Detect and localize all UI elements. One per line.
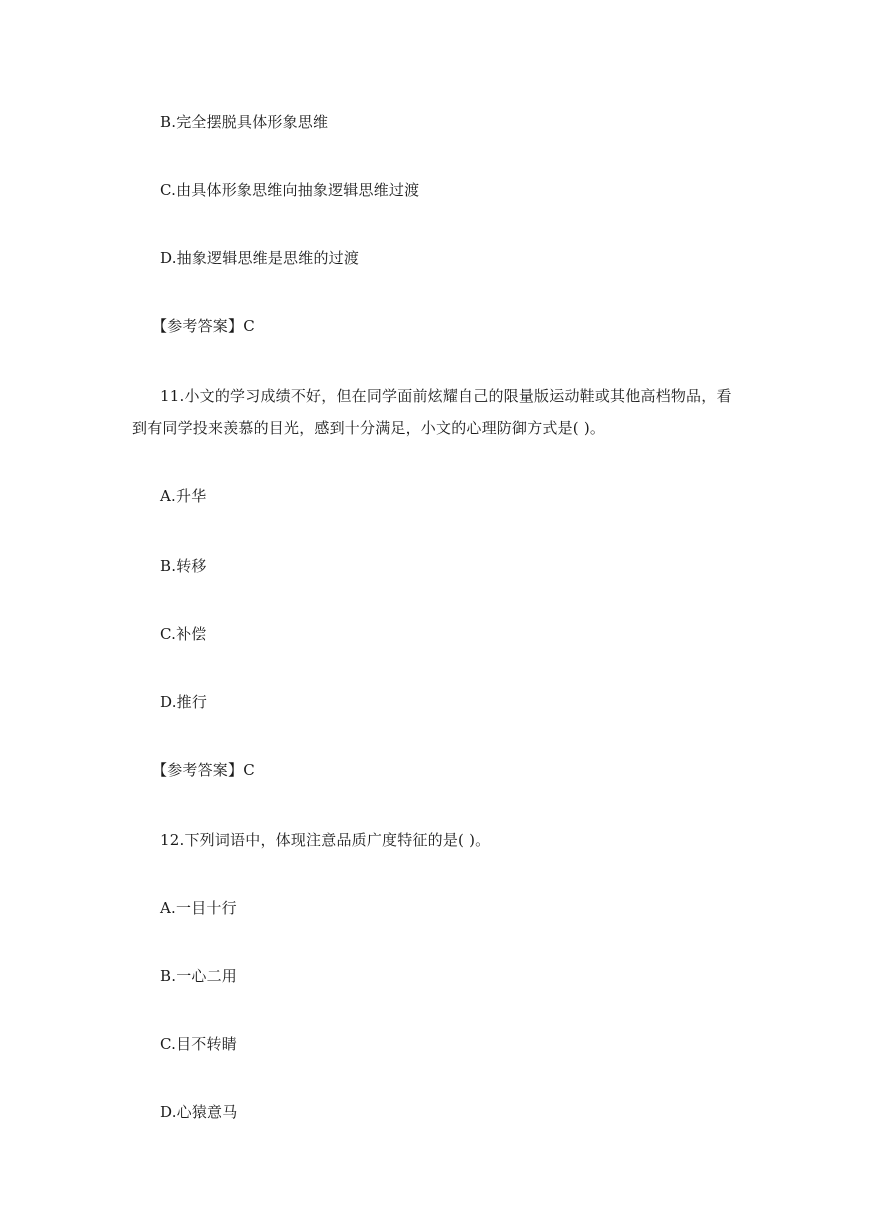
q11-option-d: D.推行	[160, 693, 208, 711]
q11-option-c: C.补偿	[160, 625, 207, 643]
q11-option-a: A.升华	[160, 487, 207, 505]
q11-answer: 【参考答案】C	[152, 761, 255, 779]
q12-option-b: B.一心二用	[160, 967, 237, 985]
q12-option-d: D.心猿意马	[160, 1103, 238, 1121]
q12-option-a: A.一目十行	[160, 899, 237, 917]
q11-question-line1: 11.小文的学习成绩不好，但在同学面前炫耀自己的限量版运动鞋或其他高档物品，看	[160, 387, 732, 405]
q10-option-c: C.由具体形象思维向抽象逻辑思维过渡	[160, 181, 420, 199]
q12-option-c: C.目不转睛	[160, 1035, 237, 1053]
q11-question-line2: 到有同学投来羡慕的目光，感到十分满足，小文的心理防御方式是( )。	[132, 419, 606, 437]
q11-option-b: B.转移	[160, 557, 207, 575]
q10-answer: 【参考答案】C	[152, 317, 255, 335]
q10-option-b: B.完全摆脱具体形象思维	[160, 113, 329, 131]
q12-question: 12.下列词语中，体现注意品质广度特征的是( )。	[160, 831, 491, 849]
q10-option-d: D.抽象逻辑思维是思维的过渡	[160, 249, 360, 267]
